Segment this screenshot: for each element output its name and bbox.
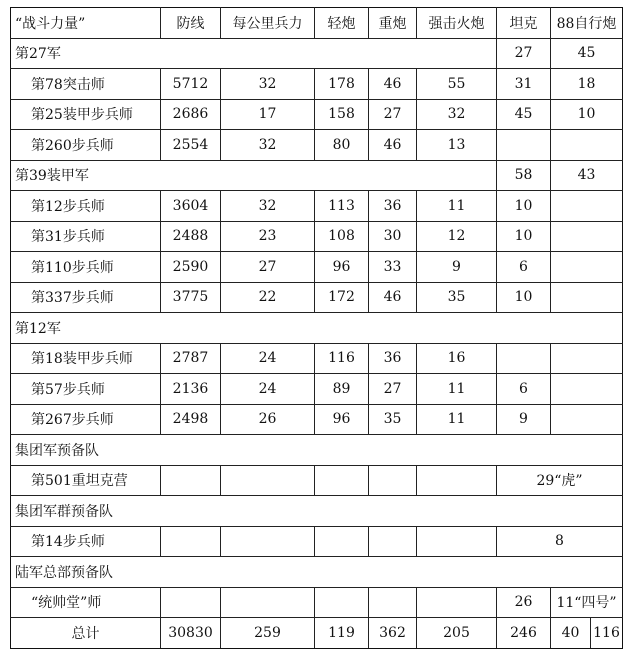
light-gun-cell: 96 (315, 252, 369, 283)
front-cell: 2590 (161, 252, 221, 283)
assault-gun-cell (417, 465, 497, 496)
light-gun-cell (315, 526, 369, 557)
table-row (11, 465, 623, 496)
assault-gun-cell: 11 (417, 191, 497, 222)
assault-gun-cell: 12 (417, 221, 497, 252)
header-cell: “战斗力量” (11, 8, 161, 39)
front-cell: 3775 (161, 282, 221, 313)
tanks-cell: 58 (497, 160, 551, 191)
assault-gun-cell: 32 (417, 99, 497, 130)
group-row (11, 313, 623, 344)
heavy-gun-cell: 46 (369, 69, 417, 100)
density-cell: 32 (221, 69, 315, 100)
heavy-gun-cell: 30 (369, 221, 417, 252)
heavy-gun-cell (369, 587, 417, 618)
sp88-cell (551, 374, 623, 405)
table-row (11, 404, 623, 435)
assault-gun-cell (417, 526, 497, 557)
light-gun-cell: 119 (315, 618, 369, 649)
header-cell: 坦克 (497, 8, 551, 39)
light-gun-cell: 96 (315, 404, 369, 435)
header-cell: 重炮 (369, 8, 417, 39)
sp88-cell (551, 221, 623, 252)
density-cell (221, 587, 315, 618)
table-row (11, 99, 623, 130)
heavy-gun-cell (369, 465, 417, 496)
unit-name: 第31步兵师 (11, 221, 161, 252)
sp88-cell (551, 130, 623, 161)
table-row (11, 282, 623, 313)
unit-name: 第260步兵师 (11, 130, 161, 161)
assault-gun-cell: 11 (417, 374, 497, 405)
header-cell: 每公里兵力 (221, 8, 315, 39)
header-cell: 88自行炮 (551, 8, 623, 39)
front-cell: 2686 (161, 99, 221, 130)
total-extra-cell: 116 (591, 618, 623, 649)
group-label: 集团军群预备队 (11, 496, 623, 527)
unit-name: 第18装甲步兵师 (11, 343, 161, 374)
table-row (11, 526, 623, 557)
front-cell (161, 587, 221, 618)
density-cell: 259 (221, 618, 315, 649)
heavy-gun-cell: 33 (369, 252, 417, 283)
unit-name: 第337步兵师 (11, 282, 161, 313)
tanks-cell: 6 (497, 252, 551, 283)
light-gun-cell (315, 587, 369, 618)
tanks-cell: 10 (497, 221, 551, 252)
unit-name: 第25装甲步兵师 (11, 99, 161, 130)
tanks-cell: 27 (497, 38, 551, 69)
light-gun-cell: 116 (315, 343, 369, 374)
table-row (11, 374, 623, 405)
assault-gun-cell: 55 (417, 69, 497, 100)
heavy-gun-cell (369, 526, 417, 557)
assault-gun-cell: 9 (417, 252, 497, 283)
heavy-gun-cell: 36 (369, 343, 417, 374)
front-cell: 30830 (161, 618, 221, 649)
heavy-gun-cell: 46 (369, 282, 417, 313)
forces-table (10, 7, 623, 649)
tanks-cell: 31 (497, 69, 551, 100)
front-cell: 2136 (161, 374, 221, 405)
sp88-cell (551, 343, 623, 374)
heavy-gun-cell: 35 (369, 404, 417, 435)
density-cell: 27 (221, 252, 315, 283)
unit-name: 第501重坦克营 (11, 465, 161, 496)
light-gun-cell: 172 (315, 282, 369, 313)
header-cell: 强击火炮 (417, 8, 497, 39)
density-cell: 24 (221, 374, 315, 405)
tanks-cell (497, 343, 551, 374)
assault-gun-cell (417, 587, 497, 618)
density-cell (221, 465, 315, 496)
unit-name: 第57步兵师 (11, 374, 161, 405)
assault-gun-cell: 16 (417, 343, 497, 374)
density-cell: 26 (221, 404, 315, 435)
unit-name: 第267步兵师 (11, 404, 161, 435)
table-row (11, 130, 623, 161)
total-label: 总计 (11, 618, 161, 649)
front-cell: 3604 (161, 191, 221, 222)
assault-gun-cell: 205 (417, 618, 497, 649)
front-cell: 2787 (161, 343, 221, 374)
sp88-cell: 45 (551, 38, 623, 69)
density-cell (221, 526, 315, 557)
sp88-cell (551, 191, 623, 222)
total-row (11, 618, 623, 649)
group-label: 第27军 (11, 38, 497, 69)
tanks-cell: 9 (497, 404, 551, 435)
unit-name: 第78突击师 (11, 69, 161, 100)
group-row (11, 435, 623, 466)
assault-gun-cell: 11 (417, 404, 497, 435)
front-cell: 2498 (161, 404, 221, 435)
light-gun-cell: 108 (315, 221, 369, 252)
header-cell: 轻炮 (315, 8, 369, 39)
table-row (11, 343, 623, 374)
front-cell: 5712 (161, 69, 221, 100)
density-cell: 17 (221, 99, 315, 130)
header-cell: 防线 (161, 8, 221, 39)
table-row (11, 191, 623, 222)
assault-gun-cell: 35 (417, 282, 497, 313)
tanks-cell (497, 130, 551, 161)
front-cell (161, 526, 221, 557)
table-row (11, 587, 623, 618)
group-row (11, 38, 623, 69)
total-extra-cell: 40 (551, 618, 591, 649)
density-cell: 22 (221, 282, 315, 313)
group-label: 第39装甲军 (11, 160, 497, 191)
group-label: 集团军预备队 (11, 435, 623, 466)
heavy-gun-cell: 27 (369, 374, 417, 405)
sp88-cell (551, 404, 623, 435)
heavy-gun-cell: 46 (369, 130, 417, 161)
tanks-cell: 26 (497, 587, 551, 618)
unit-name: 第110步兵师 (11, 252, 161, 283)
sp88-cell: 10 (551, 99, 623, 130)
tanks-cell: 246 (497, 618, 551, 649)
group-row (11, 557, 623, 588)
table-row (11, 221, 623, 252)
merged-armor-cell: 8 (497, 526, 623, 557)
group-row (11, 160, 623, 191)
table-row (11, 252, 623, 283)
light-gun-cell: 89 (315, 374, 369, 405)
sp88-cell: 11“四号” (551, 587, 623, 618)
sp88-cell (551, 252, 623, 283)
light-gun-cell: 113 (315, 191, 369, 222)
front-cell (161, 465, 221, 496)
tanks-cell: 45 (497, 99, 551, 130)
sp88-cell (551, 282, 623, 313)
heavy-gun-cell: 362 (369, 618, 417, 649)
density-cell: 23 (221, 221, 315, 252)
density-cell: 32 (221, 191, 315, 222)
tanks-cell: 10 (497, 282, 551, 313)
tanks-cell: 10 (497, 191, 551, 222)
density-cell: 32 (221, 130, 315, 161)
density-cell: 24 (221, 343, 315, 374)
front-cell: 2554 (161, 130, 221, 161)
light-gun-cell (315, 465, 369, 496)
sp88-cell: 43 (551, 160, 623, 191)
heavy-gun-cell: 36 (369, 191, 417, 222)
assault-gun-cell: 13 (417, 130, 497, 161)
front-cell: 2488 (161, 221, 221, 252)
group-label: 陆军总部预备队 (11, 557, 623, 588)
light-gun-cell: 158 (315, 99, 369, 130)
unit-name: 第12步兵师 (11, 191, 161, 222)
unit-name: “统帅堂”师 (11, 587, 161, 618)
heavy-gun-cell: 27 (369, 99, 417, 130)
table-row (11, 69, 623, 100)
sp88-cell: 18 (551, 69, 623, 100)
merged-armor-cell: 29“虎” (497, 465, 623, 496)
light-gun-cell: 178 (315, 69, 369, 100)
light-gun-cell: 80 (315, 130, 369, 161)
header-row (11, 8, 623, 39)
group-row (11, 496, 623, 527)
unit-name: 第14步兵师 (11, 526, 161, 557)
tanks-cell: 6 (497, 374, 551, 405)
group-label: 第12军 (11, 313, 623, 344)
